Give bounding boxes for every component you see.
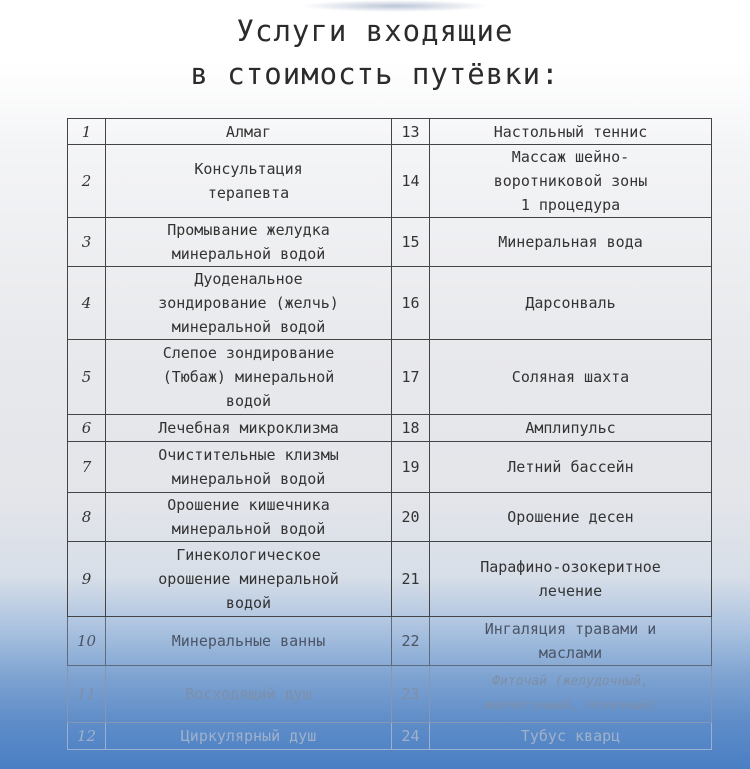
services-table (67, 118, 712, 750)
service-number: 5 (68, 340, 106, 415)
table-row (68, 723, 712, 750)
service-line: орошение минеральной (158, 570, 339, 588)
service-line: желчегонный, почечный) (484, 698, 657, 713)
service-line: лечение (538, 582, 603, 600)
service-name (430, 119, 712, 145)
service-line: Тубус кварц (520, 727, 621, 745)
service-line: Соляная шахта (511, 368, 630, 386)
service-number: 16 (392, 267, 430, 340)
service-line: Орошение десен (507, 508, 634, 526)
service-number: 23 (392, 666, 430, 723)
service-name (430, 666, 712, 723)
service-name (430, 542, 712, 617)
table-row (68, 218, 712, 267)
service-line: Дуоденальное (194, 270, 303, 288)
service-line: Циркулярный душ (180, 727, 317, 745)
service-line: маслами (538, 644, 603, 662)
service-number: 9 (68, 542, 106, 617)
service-line: минеральной водой (171, 520, 326, 538)
service-name (430, 218, 712, 267)
service-line: Дарсонваль (525, 294, 616, 312)
service-line: Консультация (194, 160, 303, 178)
service-line: Массаж шейно- (511, 148, 630, 166)
table-row (68, 145, 712, 218)
table-row (68, 617, 712, 666)
service-line: терапевта (207, 184, 290, 202)
service-line: Минеральные ванны (171, 632, 326, 650)
service-number: 19 (392, 442, 430, 493)
service-name (430, 723, 712, 750)
service-line: водой (225, 594, 272, 612)
service-number: 10 (68, 617, 106, 666)
table-row (68, 493, 712, 542)
service-number: 15 (392, 218, 430, 267)
service-number: 17 (392, 340, 430, 415)
table-row (68, 119, 712, 145)
service-number: 3 (68, 218, 106, 267)
service-line: Летний бассейн (507, 458, 634, 476)
service-line: Лечебная микроклизма (158, 419, 339, 437)
table-row (68, 267, 712, 340)
service-number: 11 (68, 666, 106, 723)
service-number: 12 (68, 723, 106, 750)
table-row (68, 542, 712, 617)
service-name (106, 617, 392, 666)
service-name (106, 723, 392, 750)
table-row (68, 666, 712, 723)
service-line: минеральной водой (171, 245, 326, 263)
service-number: 13 (392, 119, 430, 145)
service-name (106, 119, 392, 145)
service-line: зондирование (желчь) (158, 294, 339, 312)
top-edge-shadow (300, 0, 490, 12)
service-number: 7 (68, 442, 106, 493)
service-name (106, 218, 392, 267)
service-line: минеральной водой (171, 470, 326, 488)
table-row (68, 415, 712, 442)
service-name (430, 415, 712, 442)
service-number: 6 (68, 415, 106, 442)
service-line: Фиточай (желудочный, (492, 674, 649, 689)
service-line: Алмаг (225, 122, 272, 141)
service-name (430, 493, 712, 542)
service-number: 1 (68, 119, 106, 145)
service-line: Слепое зондирование (162, 344, 335, 362)
service-line: Парафино-озокеритное (480, 558, 661, 576)
page-title-line-1: Услуги входящие (236, 14, 514, 48)
service-line: Ингаляция травами и (484, 620, 657, 638)
service-number: 4 (68, 267, 106, 340)
service-name (430, 442, 712, 493)
service-name (106, 442, 392, 493)
service-number: 22 (392, 617, 430, 666)
service-line: Восходящий душ (185, 685, 312, 703)
service-line: минеральной водой (171, 318, 326, 336)
service-number: 21 (392, 542, 430, 617)
service-name (430, 340, 712, 415)
service-line: водой (225, 392, 272, 410)
service-name (106, 340, 392, 415)
service-name (106, 415, 392, 442)
service-number: 14 (392, 145, 430, 218)
service-line: Орошение кишечника (167, 496, 330, 514)
service-name (106, 493, 392, 542)
service-name (430, 145, 712, 218)
service-number: 2 (68, 145, 106, 218)
service-number: 8 (68, 493, 106, 542)
service-name (106, 267, 392, 340)
service-number: 24 (392, 723, 430, 750)
service-line: Минеральная вода (498, 233, 643, 251)
service-name (106, 145, 392, 218)
page-title-line-2: в стоимость путёвки: (190, 57, 560, 91)
service-line: Настольный теннис (493, 122, 648, 141)
service-name (430, 267, 712, 340)
table-row (68, 442, 712, 493)
service-number: 18 (392, 415, 430, 442)
service-name (106, 666, 392, 723)
service-line: Очистительные клизмы (158, 446, 339, 464)
service-line: 1 процедура (520, 196, 621, 214)
service-line: воротниковой зоны (493, 172, 648, 190)
service-line: Промывание желудка (167, 221, 330, 239)
service-line: Гинекологическое (176, 546, 321, 564)
service-name (430, 617, 712, 666)
service-number: 20 (392, 493, 430, 542)
service-name (106, 542, 392, 617)
service-line: Амплипульс (525, 419, 616, 437)
table-row (68, 340, 712, 415)
service-line: (Тюбаж) минеральной (162, 368, 335, 386)
